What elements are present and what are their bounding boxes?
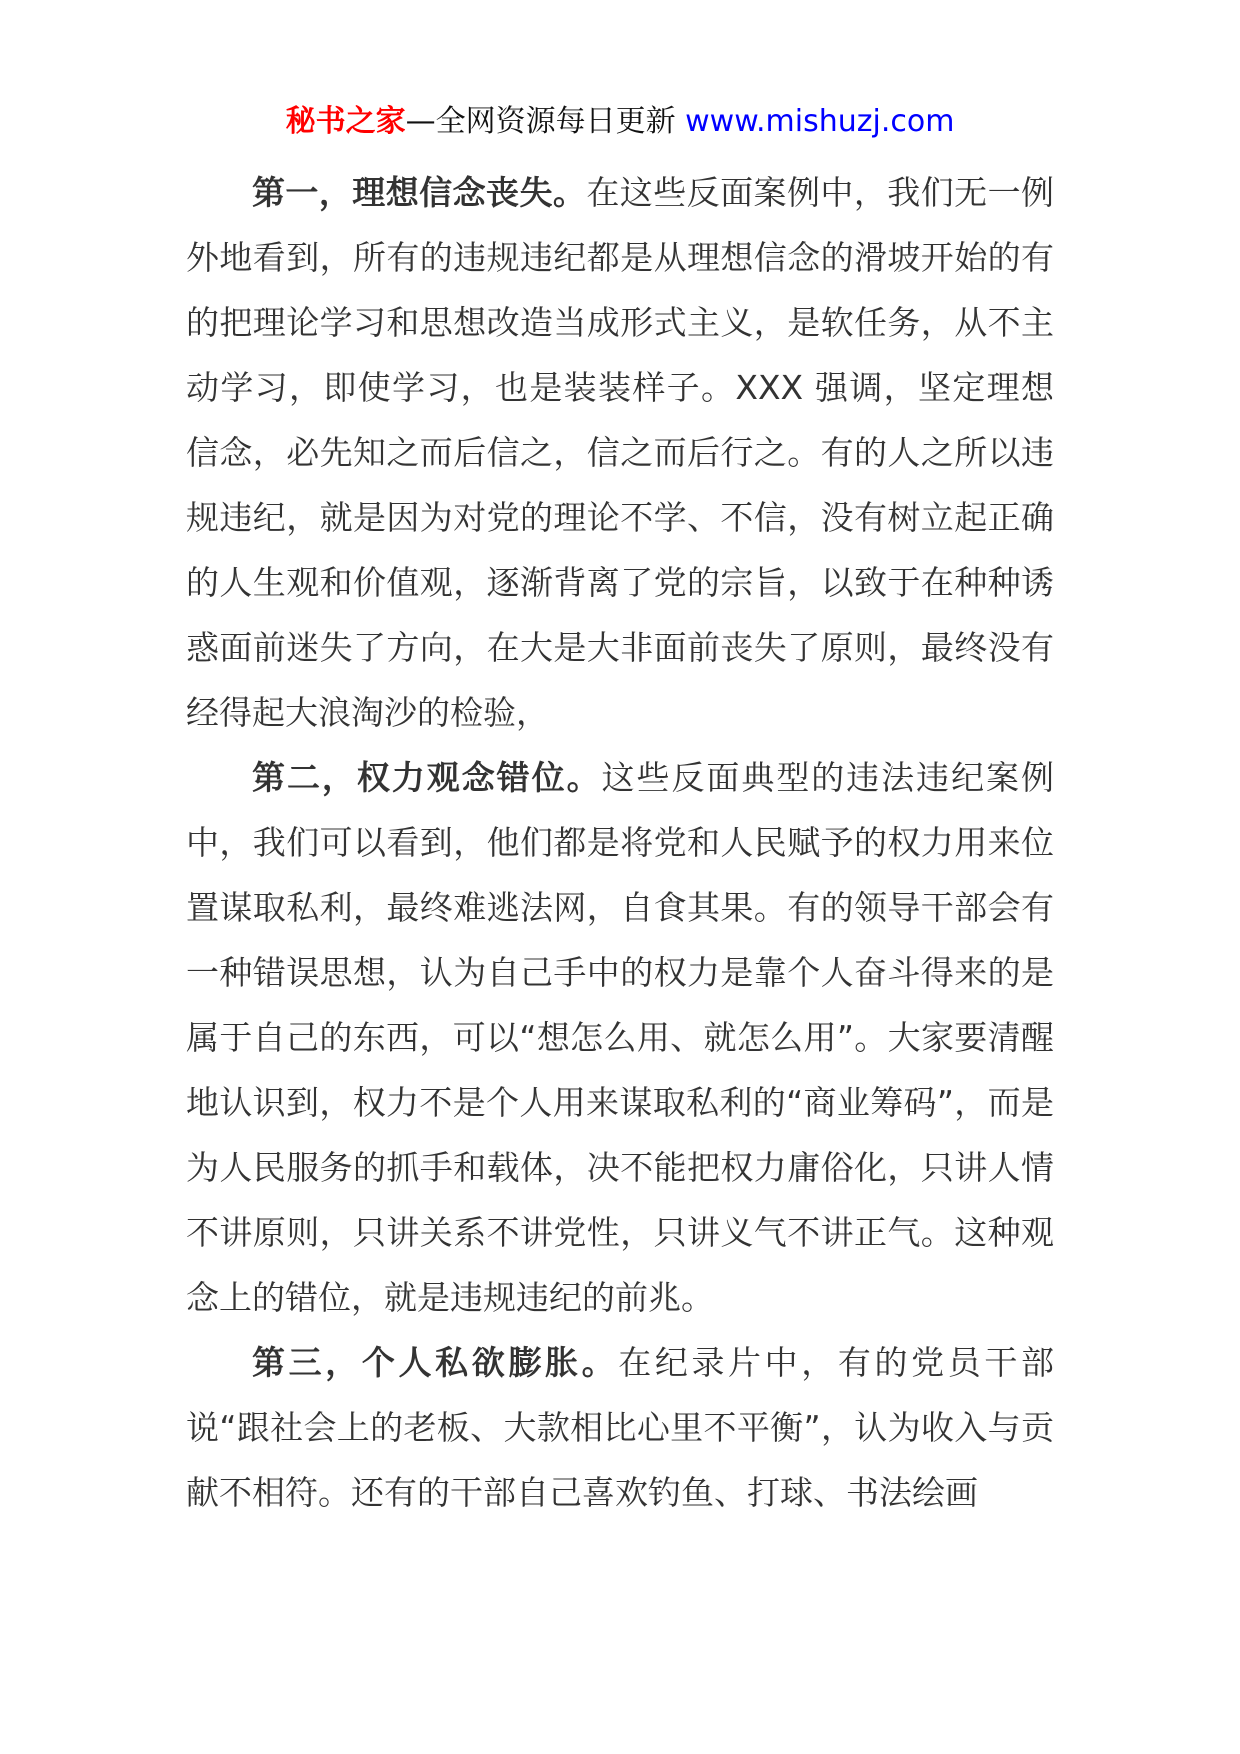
paragraph-2-text: 这些反面典型的违法违纪案例中，我们可以看到，他们都是将党和人民赋予的权力用来位置谋取私利，最终难逃法网，自食其果。有的领导干部会有一种错误思想，认为自己手中的权力是靠个人奋斗得来的是属于自己的东西，可以“想怎么用、就怎么用”。大家要清醒地认识到，权力不是个人用来谋取私利的“商业筹码”，而是为人民服务的抓手和载体，决不能把权力庸俗化，只讲人情不讲原则，只讲关系不讲党性，只讲义气不讲正气。这种观念上的错位，就是违规违纪的前兆。 xyxy=(186,758,1055,1317)
paragraph-1-heading: 第一，理想信念丧失。 xyxy=(252,173,587,212)
paragraph-3-heading: 第三，个人私欲膨胀。 xyxy=(252,1343,619,1382)
paragraph-3-text: 在纪录片中，有的党员干部说“跟社会上的老板、大款相比心里不平衡”，认为收入与贡献不相符。还有的干部自己喜欢钓鱼、打球、书法绘画 xyxy=(186,1343,1055,1512)
site-url-link[interactable]: www.mishuzj.com xyxy=(685,104,955,139)
brand-name: 秘书之家 xyxy=(285,104,406,139)
header-tagline: —全网资源每日更新 xyxy=(405,104,676,139)
paragraph-1-text: 在这些反面案例中，我们无一例外地看到，所有的违规违纪都是从理想信念的滑坡开始的有的把理论学习和思想改造当成形式主义，是软任务，从不主动学习，即使学习，也是装装样子。XXX 强调，坚定理想信念，必先知之而后信之，信之而后行之。有的人之所以违规违纪，就是因为对党的理论不学、不信，没有树立起正确的人生观和价值观，逐渐背离了党的宗旨，以致于在种种诱惑面前迷失了方向，在大是大非面前丧失了原则，最终没有经得起大浪淘沙的检验， xyxy=(186,173,1055,732)
paragraph-2-heading: 第二，权力观念错位。 xyxy=(252,758,602,797)
paragraph-3 xyxy=(186,1330,1054,1525)
paragraph-1 xyxy=(186,160,1054,745)
document-body xyxy=(186,160,1054,1525)
paragraph-2 xyxy=(186,745,1054,1330)
site-header xyxy=(0,100,1240,144)
